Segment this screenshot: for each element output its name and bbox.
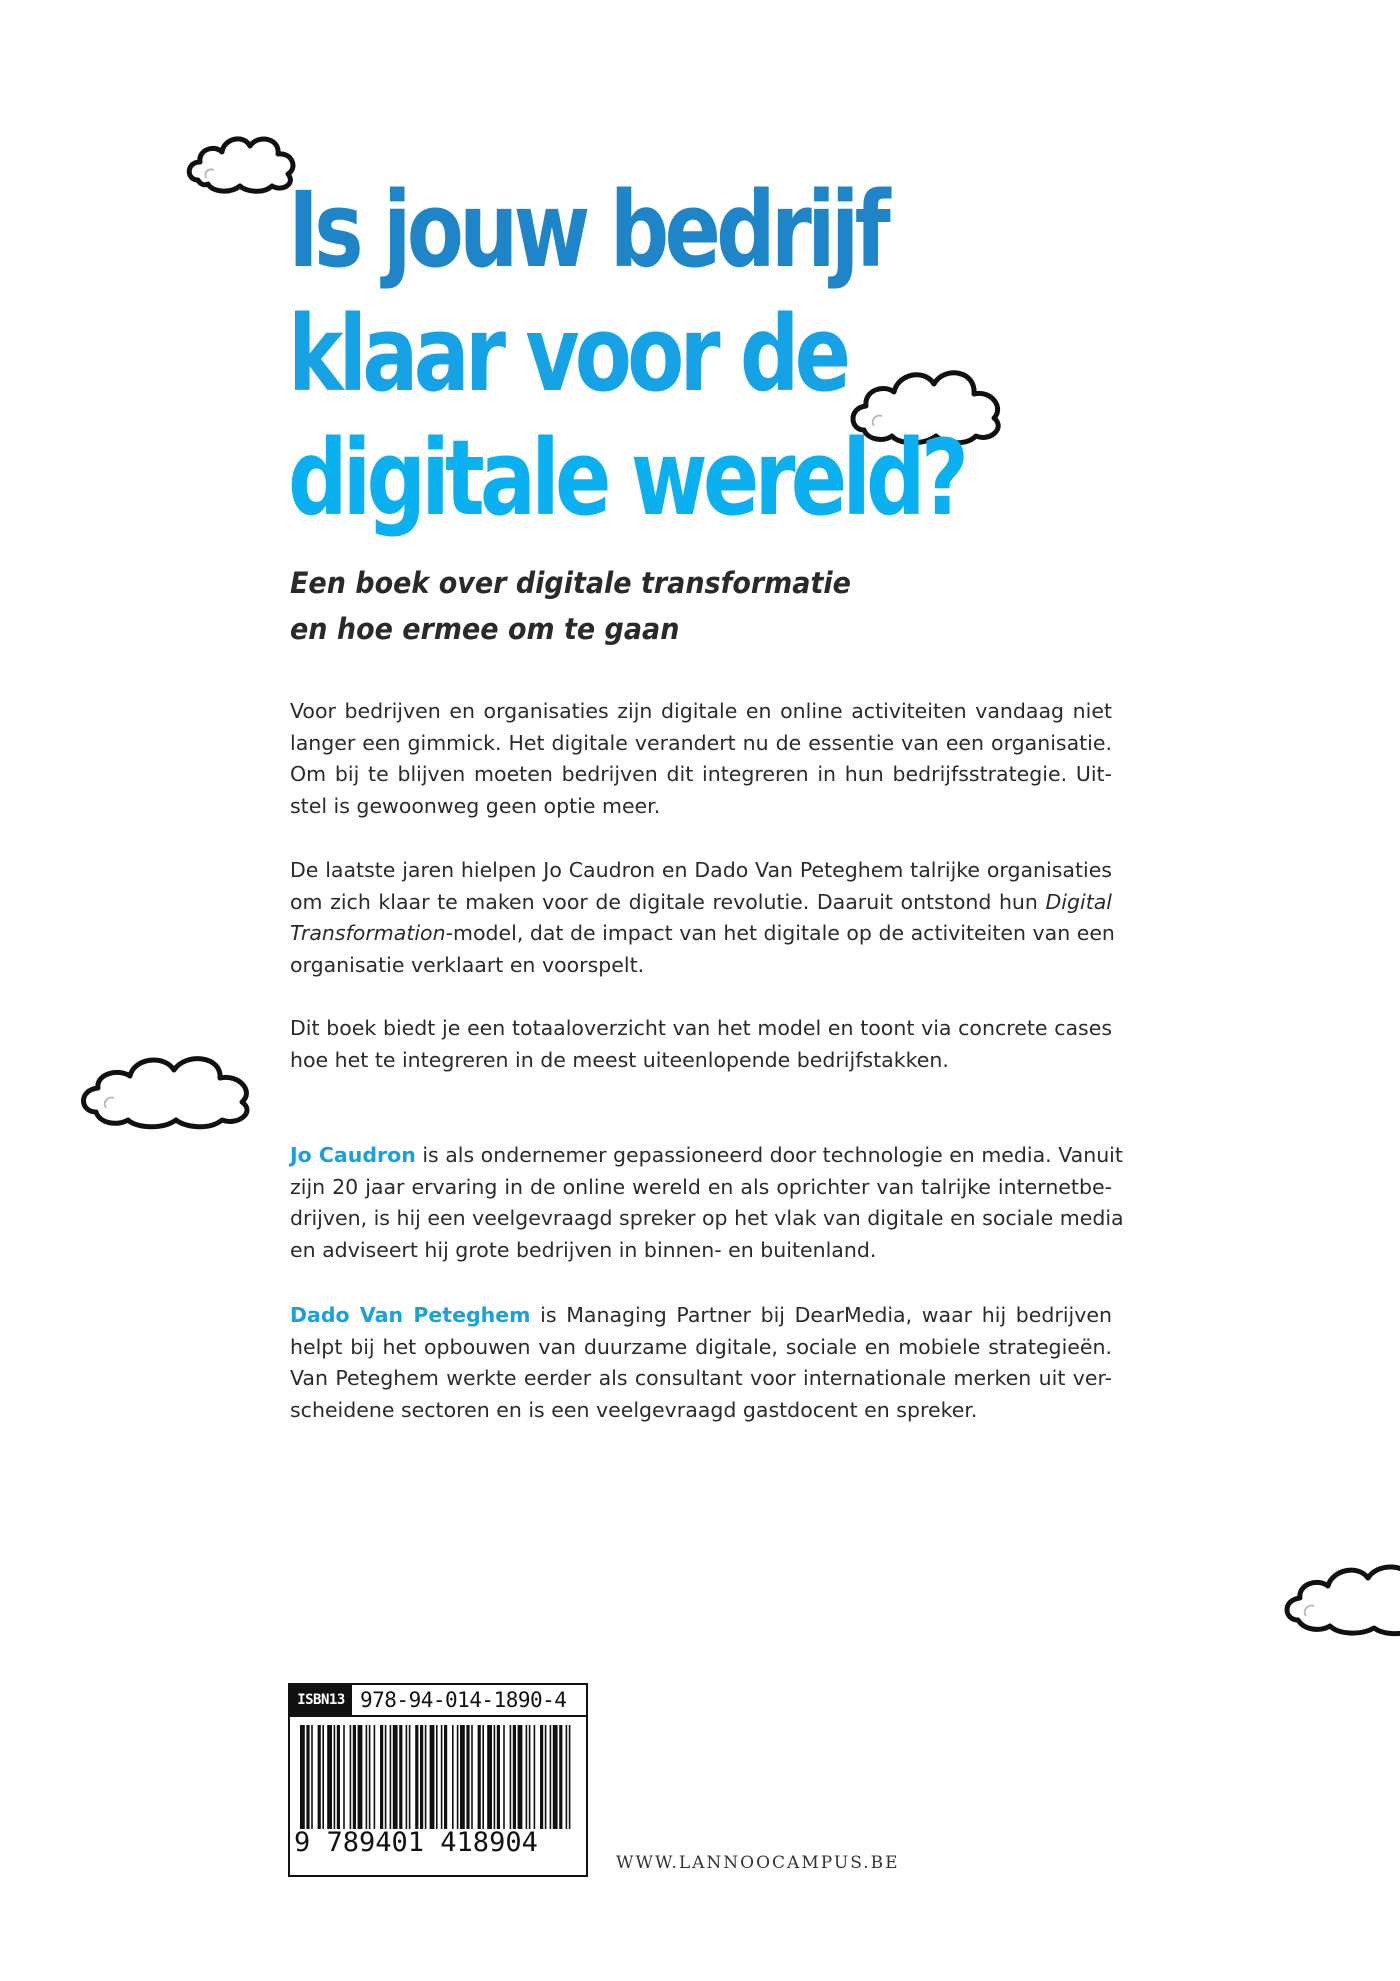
cloud-icon bbox=[1282, 1556, 1400, 1638]
barcode-bar bbox=[545, 1725, 547, 1829]
subtitle bbox=[290, 560, 851, 652]
barcode-bar bbox=[441, 1725, 443, 1829]
barcode-bar bbox=[430, 1725, 435, 1829]
summary-paragraph bbox=[290, 1013, 1112, 1076]
barcode-bar bbox=[420, 1725, 423, 1829]
text-line bbox=[290, 887, 1112, 919]
barcode-bar bbox=[566, 1725, 568, 1829]
barcode-bar bbox=[540, 1725, 543, 1829]
barcode-bar bbox=[409, 1725, 411, 1829]
barcode-bar bbox=[393, 1725, 398, 1829]
barcode-bar bbox=[534, 1725, 536, 1829]
barcode-bar bbox=[503, 1725, 505, 1829]
barcode-bar bbox=[369, 1725, 371, 1829]
text-line: helpt bij het opbouwen van duurzame digitale, sociale en mobiele strategieën. bbox=[290, 1334, 1112, 1359]
barcode-bar bbox=[358, 1725, 363, 1829]
title-line-2: klaar voor de bbox=[288, 293, 847, 415]
text-segment: is Managing Partner bij DearMedia, waar hij bedrijven bbox=[530, 1303, 1112, 1327]
barcode-bar bbox=[553, 1725, 558, 1829]
subtitle-line-1: Een boek over digitale transformatie bbox=[290, 566, 851, 600]
barcode-bar bbox=[436, 1725, 438, 1829]
text-segment: om zich klaar te maken voor de digitale revolutie. Daaruit ontstond hun bbox=[290, 889, 1046, 914]
text-line: Om bij te blijven moeten bedrijven dit integreren in hun bedrijfsstrategie. Uit- bbox=[290, 762, 1112, 786]
barcode-bar bbox=[569, 1725, 571, 1829]
text-line bbox=[290, 1140, 1123, 1172]
barcode-bar bbox=[529, 1725, 531, 1829]
text-line: en adviseert hij grote bedrijven in binnen- en buitenland. bbox=[290, 1237, 877, 1262]
barcode-bar bbox=[318, 1725, 321, 1829]
text-line: zijn 20 jaar ervaring in de online wereld en als oprichter van talrijke internetbe- bbox=[290, 1174, 1112, 1199]
barcode-bar bbox=[380, 1725, 383, 1829]
text-segment: -model, dat de impact van het digitale op de activiteiten van een bbox=[445, 921, 1115, 945]
text-line bbox=[290, 1300, 1112, 1332]
author-name: Jo Caudron bbox=[290, 1143, 416, 1167]
barcode-bars bbox=[298, 1725, 578, 1829]
author-bio-jo-caudron bbox=[290, 1140, 1124, 1266]
page-title bbox=[288, 168, 964, 540]
text-line: hoe het te integreren in de meest uiteenlopende bedrijfstakken. bbox=[290, 1047, 949, 1072]
ean-digits: 9 789401 418904 bbox=[294, 1827, 538, 1858]
isbn-header bbox=[290, 1685, 586, 1717]
barcode-bar bbox=[513, 1725, 516, 1829]
barcode-bar bbox=[343, 1725, 345, 1829]
barcode-bar bbox=[460, 1725, 465, 1829]
model-paragraph bbox=[290, 855, 1115, 981]
text-line bbox=[290, 918, 1115, 950]
barcode-bar bbox=[494, 1725, 496, 1829]
barcode-bar bbox=[482, 1725, 484, 1829]
cloud-icon bbox=[78, 1046, 270, 1132]
barcode-bar bbox=[306, 1725, 309, 1829]
barcode-bar bbox=[471, 1725, 473, 1829]
text-line: De laatste jaren hielpen Jo Caudron en Dado Van Peteghem talrijke organisaties bbox=[290, 858, 1112, 882]
isbn-number: 978-94-014-1890-4 bbox=[360, 1688, 567, 1712]
barcode-bar bbox=[390, 1725, 392, 1829]
barcode-bar bbox=[452, 1725, 454, 1829]
barcode-bar bbox=[457, 1725, 459, 1829]
barcode-bar bbox=[353, 1725, 356, 1829]
barcode-bar bbox=[478, 1725, 481, 1829]
author-bio-dado-van-peteghem bbox=[290, 1300, 1112, 1426]
barcode-bar bbox=[337, 1725, 340, 1829]
text-line: Van Peteghem werkte eerder als consultant voor internationale merken uit ver- bbox=[290, 1366, 1112, 1390]
text-line: drijven, is hij een veelgevraagd spreker op het vlak van digitale en sociale media bbox=[290, 1206, 1124, 1230]
barcode-bar bbox=[510, 1725, 512, 1829]
barcode-bar bbox=[497, 1725, 500, 1829]
barcode-bar bbox=[300, 1725, 305, 1829]
intro-paragraph bbox=[290, 696, 1112, 822]
barcode-bar bbox=[425, 1725, 427, 1829]
text-line: scheidene sectoren en is een veelgevraagd gastdocent en spreker. bbox=[290, 1397, 978, 1422]
title-line-1: Is jouw bedrijf bbox=[288, 169, 886, 291]
subtitle-line-2: en hoe ermee om te gaan bbox=[290, 612, 680, 646]
barcode-bar bbox=[526, 1725, 528, 1829]
barcode-bar bbox=[366, 1725, 368, 1829]
barcode-bar bbox=[334, 1725, 336, 1829]
text-segment: is als ondernemer gepassioneerd door technologie en media. Vanuit bbox=[415, 1143, 1123, 1167]
author-name: Dado Van Peteghem bbox=[290, 1303, 531, 1327]
text-line: langer een gimmick. Het digitale verandert nu de essentie van een organisatie. bbox=[290, 730, 1112, 755]
barcode-bar bbox=[385, 1725, 387, 1829]
barcode-bar bbox=[406, 1725, 408, 1829]
barcode-bar bbox=[466, 1725, 469, 1829]
barcode-bar bbox=[374, 1725, 376, 1829]
italic-term: Transformation bbox=[290, 921, 446, 945]
isbn-barcode bbox=[288, 1683, 588, 1877]
text-line: Dit boek biedt je een totaaloverzicht van het model en toont via concrete cases bbox=[290, 1016, 1112, 1040]
barcode-bar bbox=[415, 1725, 418, 1829]
italic-term: Digital bbox=[1045, 889, 1112, 914]
barcode-bar bbox=[559, 1725, 562, 1829]
publisher-website: WWW.LANNOOCAMPUS.BE bbox=[616, 1853, 900, 1873]
text-line: organisatie verklaart en voorspelt. bbox=[290, 952, 645, 977]
title-line-3: digitale wereld? bbox=[288, 417, 965, 539]
barcode-bar bbox=[350, 1725, 352, 1829]
text-line: stel is gewoonweg geen optie meer. bbox=[290, 793, 661, 818]
barcode-bar bbox=[444, 1725, 447, 1829]
barcode-bar bbox=[322, 1725, 324, 1829]
isbn-label: ISBN13 bbox=[290, 1685, 352, 1715]
barcode-bar bbox=[311, 1725, 313, 1829]
barcode-bar bbox=[399, 1725, 402, 1829]
barcode-bar bbox=[327, 1725, 332, 1829]
text-line: Voor bedrijven en organisaties zijn digitale en online activiteiten vandaag niet bbox=[290, 699, 1112, 723]
barcode-bar bbox=[518, 1725, 523, 1829]
barcode-bar bbox=[487, 1725, 492, 1829]
barcode-bar bbox=[550, 1725, 552, 1829]
